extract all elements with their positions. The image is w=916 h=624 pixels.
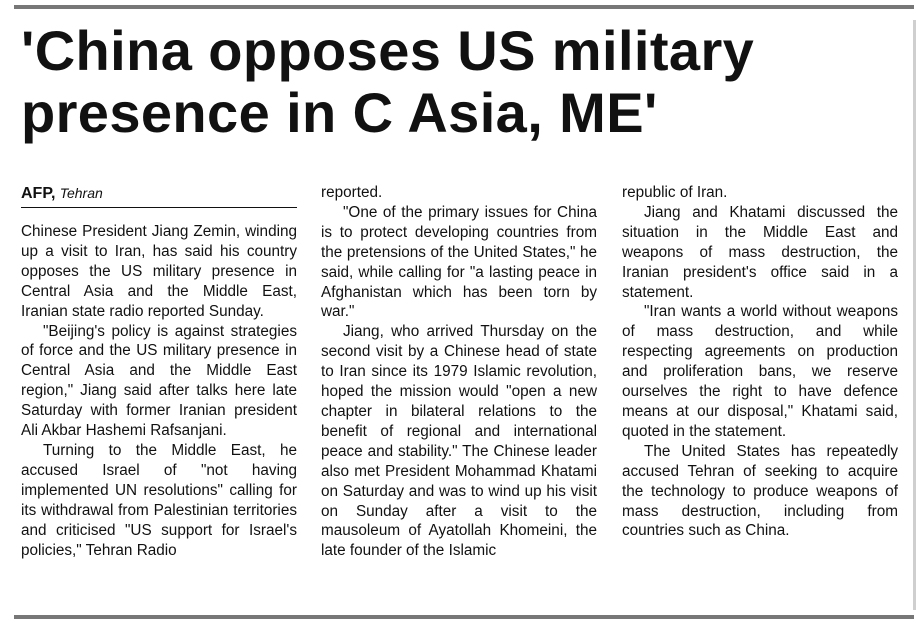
paragraph: The United States has repeatedly accused Tehran of seeking to acquire the technology to produce weapons of mass destruction, including from countries such as China. [622, 442, 898, 540]
headline [21, 20, 901, 144]
headline-line-2: presence in C Asia, ME' [21, 81, 658, 144]
paragraph: "Beijing's policy is against strategies of force and the US military presence in Central Asia and the Middle East region," Jiang said after talks here late Saturday with former Iranian president Ali Akbar Hashemi Rafsanjani. [21, 322, 297, 440]
bottom-rule [14, 615, 914, 619]
top-rule [14, 5, 914, 9]
paragraph: Turning to the Middle East, he accused Israel of "not having implemented UN resolutions" calling for its withdrawal from Palestinian territories and criticised "US support for Israel's policies," Tehran Radio [21, 441, 297, 559]
paragraph: "One of the primary issues for China is to protect developing countries from the pretensions of the United States," he said, while calling for "a lasting peace in Afghanistan which has been torn by war." [321, 203, 597, 321]
byline-agency: AFP, [21, 185, 56, 202]
paragraph-continuation: reported. [321, 184, 383, 201]
paragraph-continuation: republic of Iran. [622, 184, 728, 201]
article-column-1 [21, 222, 297, 560]
article-column-2 [321, 183, 597, 561]
byline [21, 183, 297, 208]
article-column-3 [622, 183, 898, 541]
paragraph: Jiang, who arrived Thursday on the second visit by a Chinese head of state to Iran since its 1979 Islamic revolution, hoped the mission would "open a new chapter in bilateral relations to the benefit of regional and international peace and stability." The Chinese leader also met President Mohammad Khatami on Saturday and was to wind up his visit on Sunday after a visit to the mausoleum of Ayatollah Khomeini, the late founder of the Islamic [321, 323, 597, 560]
paragraph: Chinese President Jiang Zemin, winding up a visit to Iran, has said his country opposes the US military presence in Central Asia and the Middle East, Iranian state radio reported Sunday. [21, 223, 297, 320]
byline-dateline: Tehran [59, 185, 103, 201]
headline-line-1: 'China opposes US military [21, 19, 755, 82]
paragraph: "Iran wants a world without weapons of mass destruction, and while respecting agreements on production and proliferation bans, we reserve ourselves the right to have defence means at our disposal," Khatami said, quoted in the statement. [622, 303, 898, 440]
paragraph: Jiang and Khatami discussed the situation in the Middle East and weapons of mass destruction, the Iranian president's office said in a statement. [622, 203, 898, 301]
